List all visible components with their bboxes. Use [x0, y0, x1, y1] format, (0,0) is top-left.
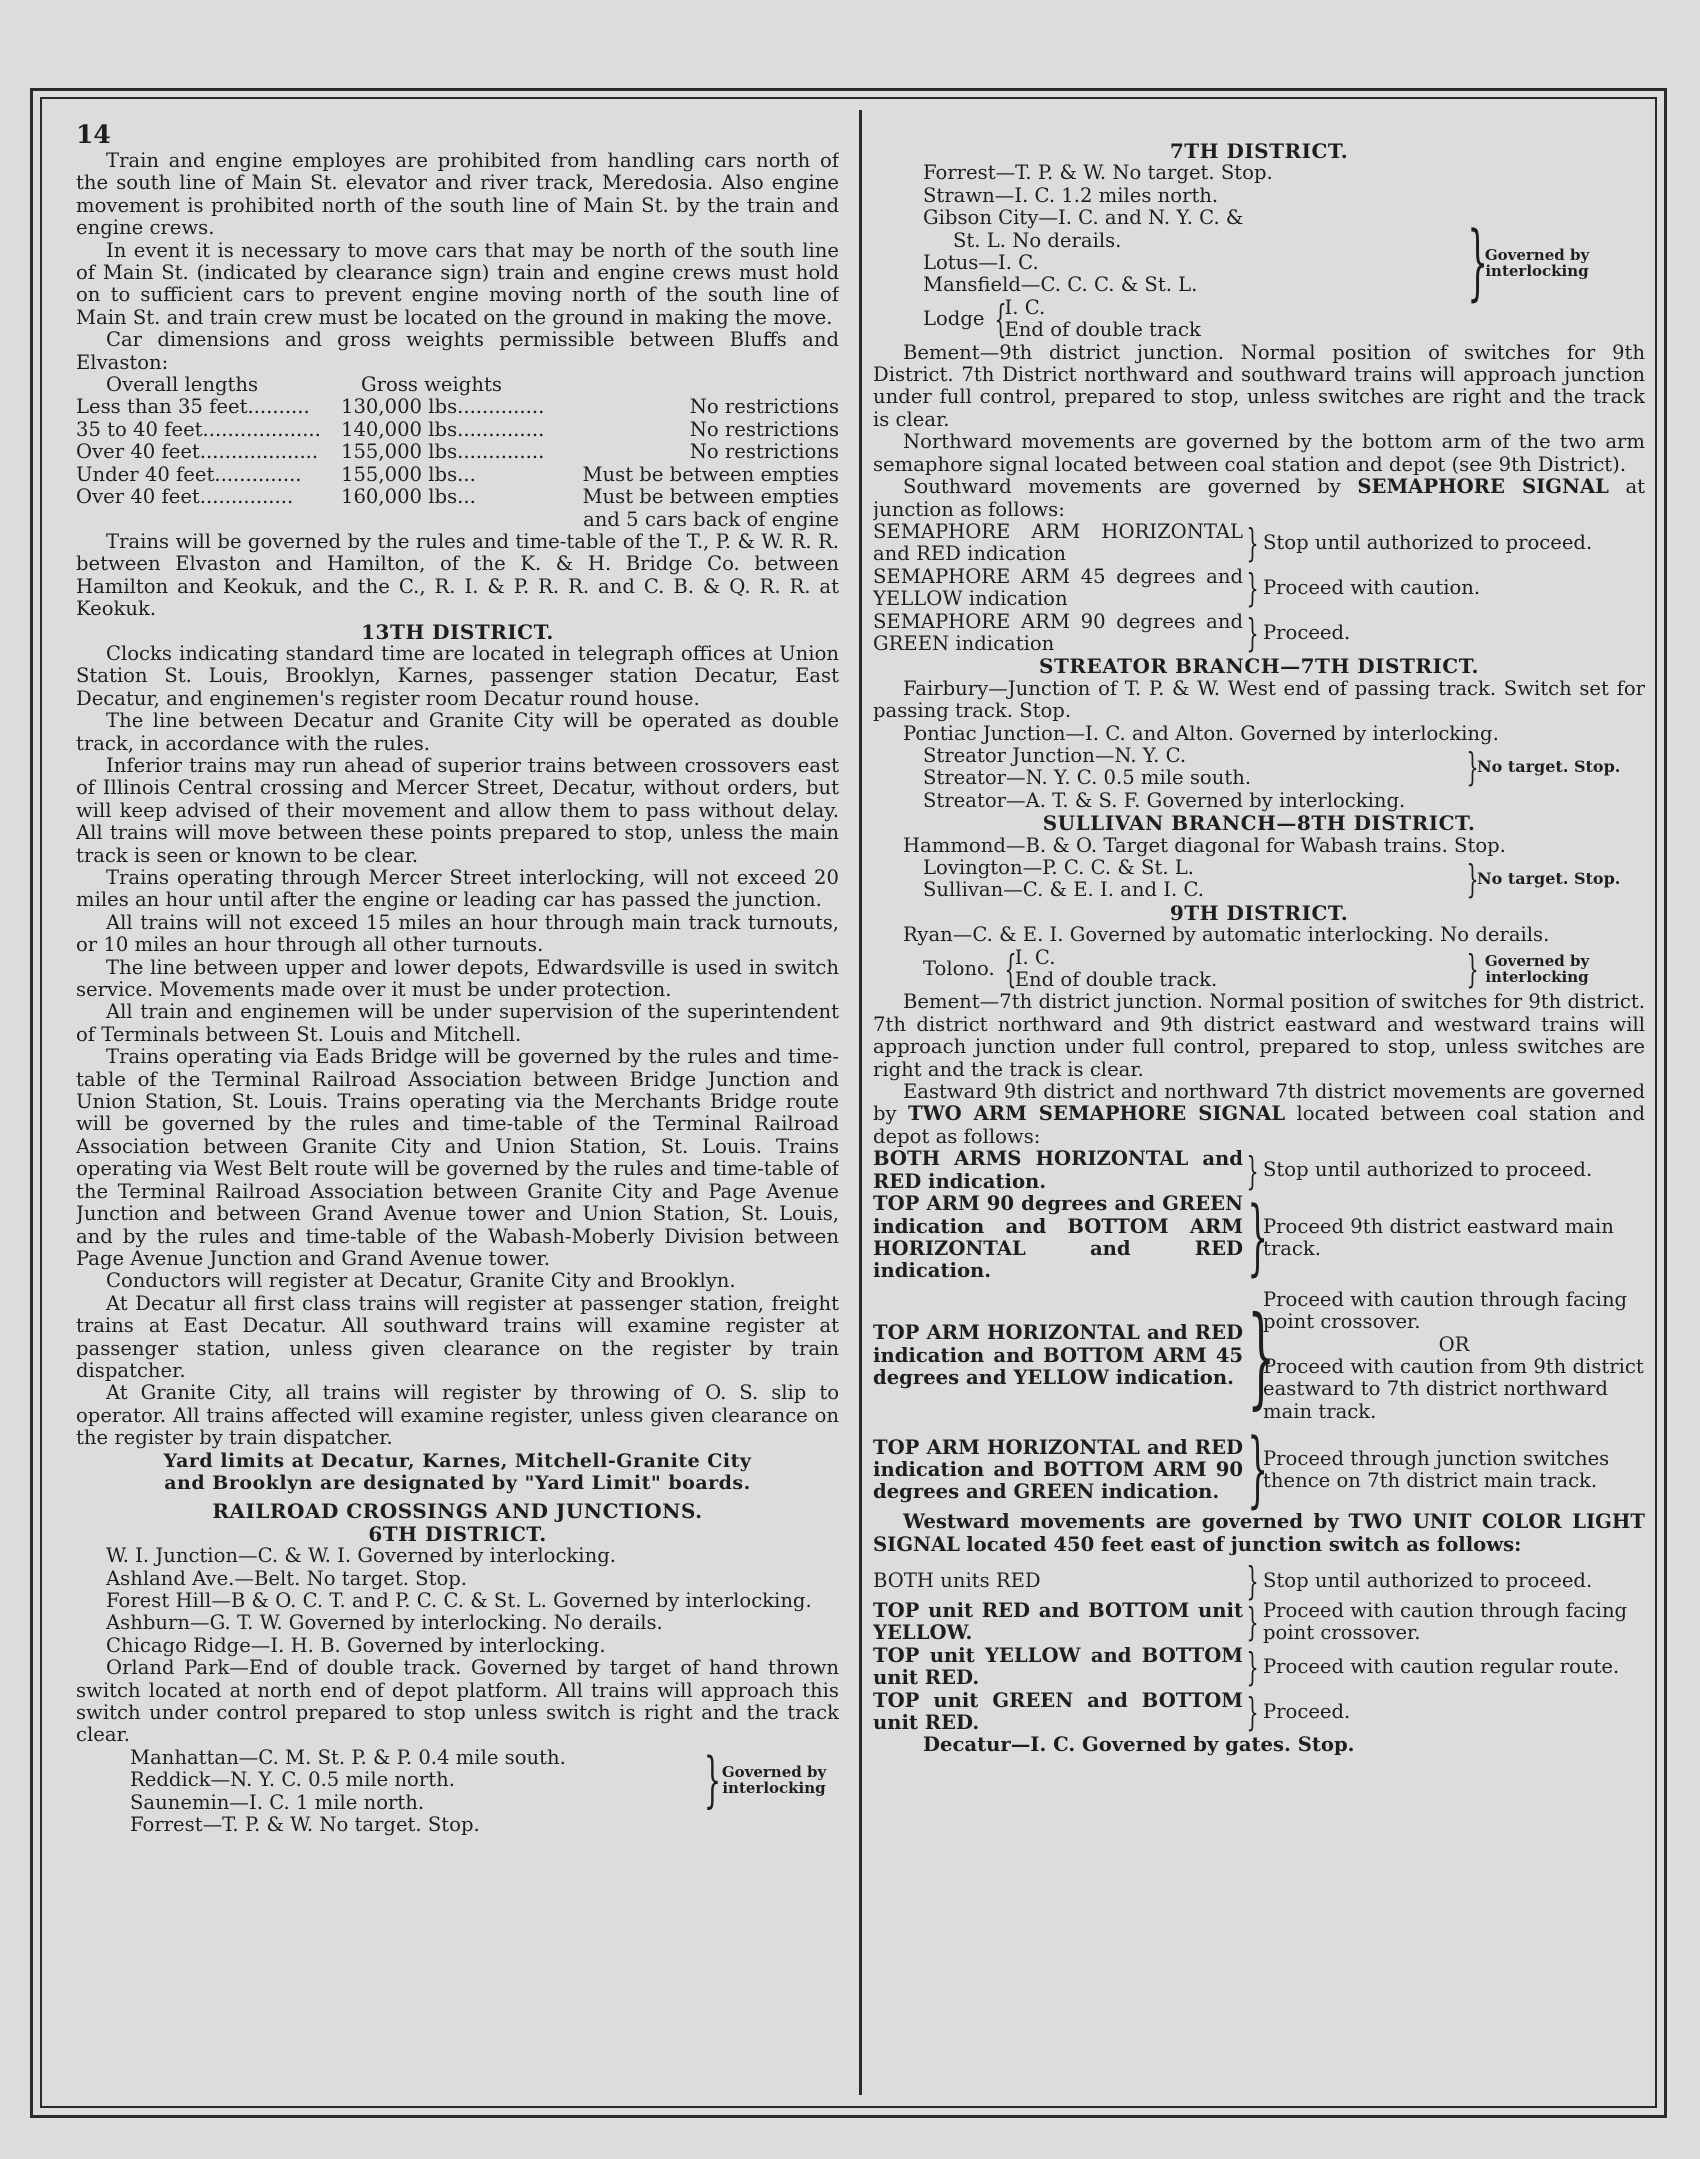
table-cell: No restrictions [689, 417, 839, 441]
table-header: Gross weights [361, 373, 502, 397]
signal-indication: BOTH units RED [873, 1568, 1041, 1592]
list-item: Tolono. [923, 956, 995, 980]
signal-indication: TOP ARM 90 degrees and GREEN indication and BOTTOM ARM HORIZONTAL and RED indication. [873, 1192, 1243, 1283]
paragraph: All trains will not exceed 15 miles an hour through main track turnouts, or 10 miles an hour through all other turnouts. [76, 910, 839, 957]
brace: } [1246, 1645, 1259, 1690]
signal-indication: TOP unit YELLOW and BOTTOM unit RED. [873, 1643, 1243, 1690]
brace: } [1246, 1558, 1259, 1603]
signal-row [873, 1422, 1645, 1518]
list-item: Orland Park—End of double track. Governed by target of hand thrown switch located at north end of depot platform. All trains will approach this switch under control prepared to stop unless switch is right and the track clear. [76, 1656, 839, 1747]
section-heading: 13TH DISTRICT. [361, 619, 554, 644]
list-item: Lotus—I. C. [923, 251, 1039, 275]
section-heading: 7TH DISTRICT. [1169, 139, 1349, 163]
paragraph: Inferior trains may run ahead of superior trains between crossovers east of Illinois Central crossing and Mercer Street, Decatur, without orders, but will keep advised of their movement and allow them to pass without delay. All trains will move between these points prepared to stop, unless the main track is seen or known to be clear. [76, 753, 839, 867]
list-item: I. C. [1004, 295, 1046, 319]
yard-limit-note: Yard limits at Decatur, Karnes, Mitchell-Granite City [163, 1449, 752, 1472]
table-cell: 35 to 40 feet................... [76, 417, 321, 441]
paragraph: Conductors will register at Decatur, Granite City and Brooklyn. [106, 1269, 736, 1293]
table-cell: Under 40 feet.............. [76, 462, 302, 486]
table-cell: Less than 35 feet.......... [76, 395, 310, 419]
table-cell: No restrictions [689, 440, 839, 464]
signal-indication: TOP unit GREEN and BOTTOM unit RED. [873, 1688, 1243, 1734]
signal-action: Proceed with caution. [1263, 575, 1481, 599]
list-item: St. L. No derails. [953, 228, 1122, 252]
paragraph: Clocks indicating standard time are located in telegraph offices at Union Station St. Louis, Brooklyn, Karnes, passenger station Decatur, East Decatur, and enginemen's register room Decatur round house. [76, 641, 839, 710]
table-row [76, 509, 839, 531]
signal-action: Stop until authorized to proceed. [1263, 1568, 1593, 1592]
list-item: Manhattan—C. M. St. P. & P. 0.4 mile south. [130, 1745, 566, 1769]
signal-row [873, 611, 1645, 656]
junction-group [873, 185, 1645, 342]
brace: } [1246, 1600, 1259, 1645]
table-cell: Must be between empties [582, 485, 839, 509]
list-item: Ashland Ave.—Belt. No target. Stop. [106, 1566, 468, 1590]
signal-action: Proceed with caution from 9th district eastward to 7th district northward main track. [1263, 1354, 1644, 1423]
paragraph: Eastward 9th district and northward 7th district movements are governed by TWO ARM SEMAPHORE SIGNAL located between coal station and depot as follows: [873, 1080, 1645, 1148]
list-item: Streator—A. T. & S. F. Governed by interlocking. [923, 788, 1406, 812]
table-header-row [76, 374, 839, 396]
paragraph: Trains operating via Eads Bridge will be governed by the rules and time-table of the Terminal Railroad Association between Bridge Junction and Union Station, St. Louis. Trains operating via the Merchants Bridge route will be governed by the rules and time-table of the Terminal Railroad Association between Granite City and Union Station, St. Louis. Trains operating via West Belt route will be governed by the rules and time-table of the Terminal Railroad Association between Granite City and Page Avenue Junction and between Grand Avenue tower and Union Station, St. Louis, and by the rules and time-table of the Wabash-Moberly Division between Page Avenue Junction and Grand Avenue tower. [76, 1045, 839, 1270]
governed-note: No target. Stop. [1477, 757, 1621, 777]
list-item: Gibson City—I. C. and N. Y. C. & [923, 206, 1244, 230]
table-cell: 160,000 lbs... [341, 485, 476, 509]
section-heading: STREATOR BRANCH—7TH DISTRICT. [1039, 654, 1479, 679]
brace: } [1466, 857, 1479, 902]
table-row [76, 396, 839, 418]
list-item: Chicago Ridge—I. H. B. Governed by interlocking. [106, 1633, 606, 1657]
signal-row [873, 1600, 1645, 1645]
signal-indication: SEMAPHORE ARM HORIZONTAL and RED indication [873, 519, 1243, 566]
governed-note: Governed by interlocking [1484, 246, 1590, 281]
paragraph: Trains operating through Mercer Street interlocking, will not exceed 20 miles an hour until after the engine or leading car has passed the junction. [76, 866, 839, 912]
list-item: Forrest—T. P. & W. No target. Stop. [130, 1813, 480, 1837]
signal-indication: SEMAPHORE ARM 45 degrees and YELLOW indication [873, 564, 1243, 611]
signal-action: Proceed through junction switches thence on 7th district main track. [1263, 1446, 1610, 1493]
list-item: End of double track [1004, 318, 1201, 342]
list-item: Ashburn—G. T. W. Governed by interlocking. No derails. [106, 1611, 663, 1635]
section-heading: 6TH DISTRICT. [368, 1521, 547, 1546]
section-heading: SULLIVAN BRANCH—8TH DISTRICT. [1042, 811, 1476, 836]
paragraph: The line between Decatur and Granite City will be operated as double track, in accordance with the rules. [76, 709, 839, 755]
list-item: Sullivan—C. & E. I. and I. C. [923, 878, 1204, 902]
paragraph: Southward movements are governed by SEMAPHORE SIGNAL at junction as follows: [873, 475, 1645, 521]
brace: } [1247, 1189, 1269, 1285]
signal-row [873, 1558, 1645, 1603]
signal-row [873, 566, 1645, 611]
table-cell: 155,000 lbs.............. [341, 440, 545, 464]
list-item: Fairbury—Junction of T. P. & W. West end of passing track. Switch set for passing track. Stop. [873, 676, 1645, 723]
signal-indication: TOP ARM HORIZONTAL and RED indication and BOTTOM ARM 90 degrees and GREEN indication. [873, 1435, 1243, 1504]
paragraph: At Decatur all first class trains will register at passenger station, freight trains at East Decatur. All southward trains will examine register at passenger station, unless given clearance on the register by train dispatcher. [76, 1291, 839, 1382]
left-column [76, 116, 839, 1836]
list-item: Strawn—I. C. 1.2 miles north. [923, 183, 1219, 207]
table-header: Overall lengths [106, 373, 259, 397]
brace: } [1466, 745, 1479, 790]
signal-row [873, 1189, 1645, 1285]
list-item: W. I. Junction—C. & W. I. Governed by interlocking. [106, 1544, 616, 1568]
signal-action-or: OR [1438, 1332, 1470, 1356]
list-item: Decatur—I. C. Governed by gates. Stop. [923, 1733, 1355, 1757]
brace: } [1246, 566, 1259, 611]
signal-action: Stop until authorized to proceed. [1263, 531, 1593, 555]
brace: } [1467, 215, 1489, 311]
yard-limit-note: and Brooklyn are designated by "Yard Limit" boards. [164, 1471, 751, 1494]
signal-row [873, 1148, 1645, 1193]
junction-group [76, 1747, 839, 1814]
list-item: Hammond—B. & O. Target diagonal for Wabash trains. Stop. [903, 833, 1506, 857]
signal-indication: TOP unit RED and BOTTOM unit YELLOW. [873, 1598, 1243, 1645]
list-item: Mansfield—C. C. C. & St. L. [923, 273, 1198, 297]
brace: } [1246, 610, 1259, 655]
paragraph: Trains will be governed by the rules and time-table of the T., P. & W. R. R. between Elvaston and Hamilton, of the K. & H. Bridge Co. between Hamilton and Keokuk, and the C., R. I. & P. R. R. and C. B. & Q. R. R. at Keokuk. [76, 529, 839, 621]
brace: } [1247, 1422, 1269, 1518]
list-item: I. C. [1014, 945, 1056, 969]
signal-row [873, 521, 1645, 566]
signal-row [873, 1690, 1645, 1735]
signal-action: Proceed with caution regular route. [1263, 1654, 1620, 1678]
signal-action: Proceed. [1263, 1699, 1351, 1723]
governed-note: No target. Stop. [1477, 869, 1621, 889]
paragraph: Bement—9th district junction. Normal position of switches for 9th District. 7th District northward and southward trains will approach junction under full control, prepared to stop, unless switches are right and the track is clear. [873, 340, 1645, 431]
table-cell: and 5 cars back of engine [583, 507, 839, 531]
paragraph: Bement—7th district junction. Normal position of switches for 9th district. 7th district northward and 9th district eastward and westward trains will approach junction under full control, prepared to stop, unless switches are right and the track is clear. [873, 990, 1645, 1081]
governed-note: Governed by interlocking [1484, 952, 1590, 987]
list-item: Streator Junction—N. Y. C. [923, 743, 1187, 767]
list-item: Forrest—T. P. & W. No target. Stop. [923, 161, 1273, 185]
list-item: End of double track. [1014, 968, 1218, 992]
weights-table [76, 374, 839, 531]
brace: } [703, 1745, 722, 1816]
brace: } [1246, 521, 1259, 566]
brace: { [1004, 947, 1017, 992]
list-item: Forest Hill—B & O. C. T. and P. C. C. & St. L. Governed by interlocking. [106, 1589, 812, 1612]
table-row [76, 464, 839, 486]
table-row [76, 441, 839, 463]
signal-action: Proceed with caution through facing point crossover. [1263, 1598, 1628, 1645]
list-item: Lodge [923, 307, 985, 331]
paragraph: At Granite City, all trains will register by throwing of O. S. slip to operator. All trains affected will examine register, unless given clearance on the register by train dispatcher. [76, 1381, 839, 1450]
brace: } [1466, 947, 1479, 992]
paragraph: Westward movements are governed by TWO UNIT COLOR LIGHT SIGNAL located 450 feet east of junction switch as follows: [873, 1510, 1645, 1556]
table-row [76, 419, 839, 441]
brace: } [1246, 1148, 1259, 1193]
section-heading: RAILROAD CROSSINGS AND JUNCTIONS. [212, 1499, 703, 1524]
junction-group [873, 857, 1645, 902]
signal-action: Stop until authorized to proceed. [1263, 1158, 1593, 1182]
table-cell: 155,000 lbs... [341, 462, 476, 486]
signal-action: Proceed with caution through facing point crossover. [1263, 1287, 1628, 1334]
signal-indication: TOP ARM HORIZONTAL and RED indication and BOTTOM ARM 45 degrees and YELLOW indication. [873, 1321, 1243, 1390]
table-row [76, 486, 839, 508]
page-number: 14 [76, 120, 111, 149]
signal-row [873, 1289, 1645, 1423]
paragraph: Train and engine employes are prohibited from handling cars north of the south line of Main St. elevator and river track, Meredosia. Also engine movement is prohibited north of the south line of Main St. by the train and engine crews. [76, 149, 839, 240]
paragraph: In event it is necessary to move cars that may be north of the south line of Main St. (indicated by clearance sign) train and engine crews must hold on to sufficient cars to prevent engine moving north of the south line of Main St. and train crew must be located on the ground in making the move. [76, 238, 839, 329]
list-item: Saunemin—I. C. 1 mile north. [130, 1790, 425, 1814]
paragraph: Car dimensions and gross weights permissible between Bluffs and Elvaston: [76, 328, 839, 374]
paragraph: All train and enginemen will be under supervision of the superintendent of Terminals between St. Louis and Mitchell. [76, 1000, 839, 1046]
signal-action: Proceed. [1263, 620, 1351, 644]
table-cell: Over 40 feet................... [76, 440, 319, 464]
list-item: Reddick—N. Y. C. 0.5 mile north. [130, 1768, 455, 1792]
governed-note: Governed by interlocking [721, 1763, 827, 1798]
signal-indication: SEMAPHORE ARM 90 degrees and GREEN indication [873, 609, 1243, 655]
table-cell: Must be between empties [582, 462, 839, 486]
table-cell: 130,000 lbs.............. [341, 395, 545, 419]
junction-group [873, 745, 1645, 790]
signal-action: Proceed 9th district eastward main track. [1263, 1214, 1614, 1260]
brace: { [994, 297, 1007, 342]
table-cell: 140,000 lbs.............. [341, 417, 545, 441]
brace: } [1246, 1690, 1259, 1734]
list-item: Ryan—C. & E. I. Governed by automatic interlocking. No derails. [903, 923, 1550, 947]
section-heading: 9TH DISTRICT. [1169, 900, 1349, 925]
table-cell: No restrictions [689, 395, 839, 419]
junction-group [873, 947, 1645, 992]
paragraph: The line between upper and lower depots, Edwardsville is used in switch service. Movements made over it must be under protection. [76, 955, 839, 1002]
right-column [873, 116, 1645, 1757]
list-item: Streator—N. Y. C. 0.5 mile south. [923, 766, 1252, 790]
signal-row [873, 1645, 1645, 1690]
table-cell: Over 40 feet............... [76, 485, 294, 509]
column-divider [859, 110, 862, 2095]
list-item: Pontiac Junction—I. C. and Alton. Governed by interlocking. [903, 721, 1499, 745]
paragraph: Northward movements are governed by the bottom arm of the two arm semaphore signal located between coal station and depot (see 9th District). [873, 430, 1645, 476]
list-item: Lovington—P. C. C. & St. L. [923, 856, 1195, 879]
brace: } [1247, 1291, 1276, 1420]
signal-indication: BOTH ARMS HORIZONTAL and RED indication. [873, 1147, 1243, 1193]
